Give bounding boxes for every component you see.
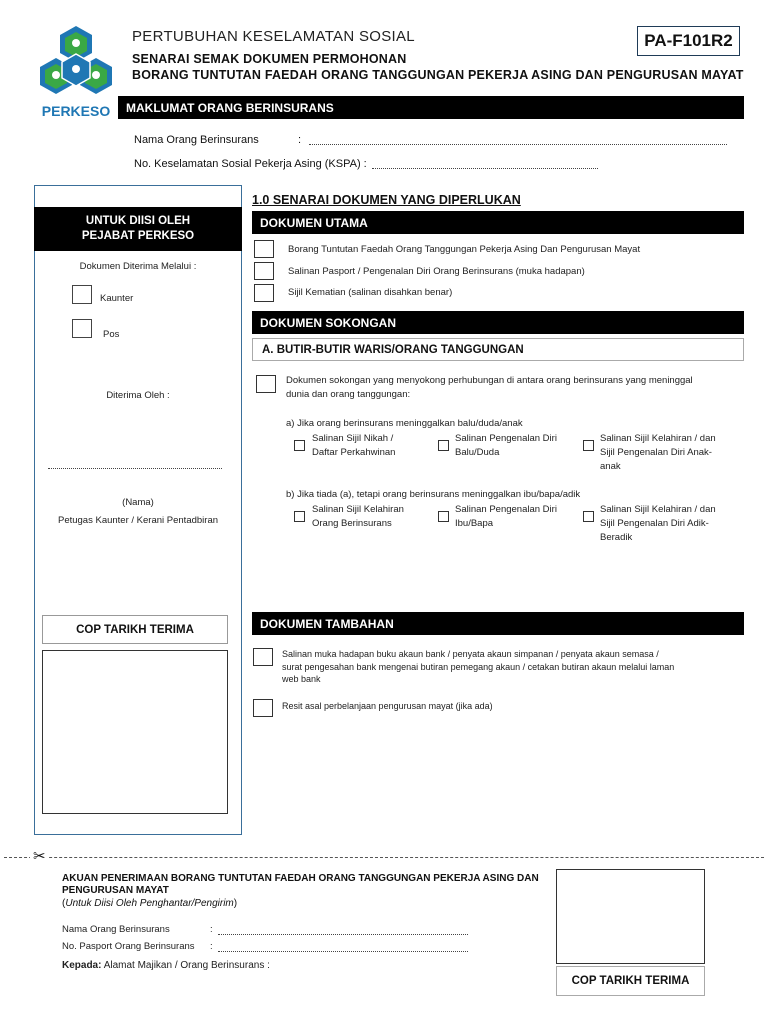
case-a-option-1-checkbox[interactable] — [294, 440, 305, 451]
ack-stamp-box[interactable] — [556, 869, 705, 964]
case-b-option-3-line3: Beradik — [600, 532, 633, 543]
case-b-option-1-line1: Salinan Sijil Kelahiran — [312, 504, 404, 515]
ack-kepada-label: Kepada: — [62, 960, 102, 971]
ack-pasport-field[interactable] — [218, 942, 468, 952]
case-a-option-3-line3: anak — [600, 461, 621, 472]
maklumat-section-header: MAKLUMAT ORANG BERINSURANS — [118, 96, 744, 119]
case-b-option-3 — [600, 503, 716, 545]
ack-subtitle-open: ( — [62, 898, 66, 909]
case-b-option-2-line1: Salinan Pengenalan Diri — [455, 504, 557, 515]
utama-checkbox-2[interactable] — [254, 262, 274, 280]
organization-name: PERTUBUHAN KESELAMATAN SOSIAL — [132, 28, 415, 45]
tambahan-item-1-line1: Salinan muka hadapan buku akaun bank / penyata akaun simpanan / penyata akaun semasa / — [282, 649, 659, 659]
dokumen-sokongan-header: DOKUMEN SOKONGAN — [252, 311, 744, 334]
case-b-option-2 — [455, 503, 557, 531]
case-a-option-2-line1: Salinan Pengenalan Diri — [455, 433, 557, 444]
case-b-option-3-checkbox[interactable] — [583, 511, 594, 522]
dokumen-tambahan-header: DOKUMEN TAMBAHAN — [252, 612, 744, 635]
sokongan-desc-line2: dunia dan orang tanggungan: — [286, 389, 411, 400]
ack-nama-colon: : — [210, 924, 213, 935]
tambahan-item-1-line2: surat pengesahan bank mengenai butiran pemegang akaun / cetakan butiran akaun melalui laman — [282, 661, 675, 672]
case-b-option-2-line2: Ibu/Bapa — [455, 518, 494, 529]
utama-checkbox-1[interactable] — [254, 240, 274, 258]
ack-pasport-colon: : — [210, 941, 213, 952]
case-b-option-2-checkbox[interactable] — [438, 511, 449, 522]
ack-subtitle-italic: Untuk Diisi Oleh Penghantar/Pengirim — [65, 898, 234, 909]
utama-item-2: Salinan Pasport / Pengenalan Diri Orang Berinsurans (muka hadapan) — [288, 266, 585, 277]
utama-checkbox-3[interactable] — [254, 284, 274, 302]
perkeso-wordmark: PERKESO — [41, 103, 111, 119]
ack-pasport-label: No. Pasport Orang Berinsurans — [62, 941, 195, 952]
sokongan-checkbox[interactable] — [256, 375, 276, 393]
cut-line — [4, 857, 764, 858]
office-use-header — [34, 207, 242, 251]
office-title-line1: UNTUK DIISI OLEH — [85, 215, 191, 227]
case-b-option-1-line2: Orang Berinsurans — [312, 518, 392, 529]
case-a-option-2 — [455, 432, 557, 460]
case-b-option-1-checkbox[interactable] — [294, 511, 305, 522]
tambahan-item-2: Resit asal perbelanjaan pengurusan mayat (jika ada) — [282, 701, 493, 711]
ack-title-line1: AKUAN PENERIMAAN BORANG TUNTUTAN FAEDAH ORANG TANGGUNGAN PEKERJA ASING DAN — [62, 873, 539, 884]
form-title: BORANG TUNTUTAN FAEDAH ORANG TANGGUNGAN PEKERJA ASING DAN PENGURUSAN MAYAT — [132, 68, 744, 82]
ack-nama-field[interactable] — [218, 925, 468, 935]
case-a-option-1 — [312, 432, 395, 460]
scissors-icon: ✂ — [30, 847, 49, 865]
case-a-label: a) Jika orang berinsurans meninggalkan balu/duda/anak — [286, 418, 523, 429]
case-b-label: b) Jika tiada (a), tetapi orang berinsurans meninggalkan ibu/bapa/adik — [286, 489, 581, 500]
pos-checkbox[interactable] — [72, 319, 92, 338]
pos-label: Pos — [103, 329, 120, 340]
case-a-option-2-line2: Balu/Duda — [455, 447, 500, 458]
kaunter-label: Kaunter — [100, 293, 134, 304]
tambahan-checkbox-1[interactable] — [253, 648, 273, 666]
kspa-label: No. Keselamatan Sosial Pekerja Asing (KSPA) : — [134, 158, 367, 170]
office-stamp-box[interactable] — [42, 650, 228, 814]
case-b-option-3-line1: Salinan Sijil Kelahiran / dan — [600, 504, 716, 515]
ack-nama-label: Nama Orang Berinsurans — [62, 924, 170, 935]
received-by-label: Diterima Oleh : — [106, 390, 170, 401]
document-list-title: 1.0 SENARAI DOKUMEN YANG DIPERLUKAN — [252, 193, 521, 207]
nama-field[interactable] — [309, 135, 727, 145]
section-a-header: A. BUTIR-BUTIR WARIS/ORANG TANGGUNGAN — [252, 338, 744, 361]
acknowledgement-title — [62, 873, 552, 897]
case-b-option-3-line2: Sijil Pengenalan Diri Adik- — [600, 518, 709, 529]
ack-title-line2: PENGURUSAN MAYAT — [62, 885, 169, 896]
nama-colon: : — [298, 134, 302, 146]
case-a-option-3 — [600, 432, 716, 474]
case-b-option-1 — [312, 503, 404, 531]
utama-item-1: Borang Tuntutan Faedah Orang Tanggungan Pekerja Asing Dan Pengurusan Mayat — [288, 244, 641, 255]
tambahan-item-1 — [282, 648, 674, 686]
office-title-line2: PEJABAT PERKESO — [81, 230, 195, 242]
ack-subtitle-close: ) — [233, 898, 238, 909]
case-a-option-1-line2: Daftar Perkahwinan — [312, 447, 396, 458]
case-a-option-3-line2: Sijil Pengenalan Diri Anak- — [600, 447, 712, 458]
nama-label: Nama Orang Berinsurans — [134, 134, 259, 146]
officer-title-label: Petugas Kaunter / Kerani Pentadbiran — [57, 515, 219, 526]
kspa-field[interactable] — [372, 159, 598, 169]
kaunter-checkbox[interactable] — [72, 285, 92, 304]
sokongan-desc-line1: Dokumen sokongan yang menyokong perhubungan di antara orang berinsurans yang meninggal — [286, 375, 693, 386]
case-a-option-1-line1: Salinan Sijil Nikah / — [312, 433, 394, 444]
ack-kepada-row — [62, 960, 270, 971]
received-via-label: Dokumen Diterima Melalui : — [79, 261, 197, 272]
office-stamp-label: COP TARIKH TERIMA — [42, 615, 228, 644]
case-a-option-2-checkbox[interactable] — [438, 440, 449, 451]
case-a-option-3-line1: Salinan Sijil Kelahiran / dan — [600, 433, 716, 444]
tambahan-checkbox-2[interactable] — [253, 699, 273, 717]
dokumen-utama-header: DOKUMEN UTAMA — [252, 211, 744, 234]
ack-stamp-label: COP TARIKH TERIMA — [556, 966, 705, 996]
acknowledgement-subtitle — [62, 898, 237, 909]
form-subtitle: SENARAI SEMAK DOKUMEN PERMOHONAN — [132, 52, 407, 66]
form-code: PA-F101R2 — [637, 26, 740, 56]
officer-name-label: (Nama) — [122, 497, 154, 508]
case-a-option-3-checkbox[interactable] — [583, 440, 594, 451]
ack-kepada-text: Alamat Majikan / Orang Berinsurans : — [103, 960, 270, 971]
utama-item-3: Sijil Kematian (salinan disahkan benar) — [288, 287, 453, 298]
tambahan-item-1-line3: web bank — [282, 674, 321, 684]
officer-signature-line[interactable] — [48, 459, 222, 469]
perkeso-logo — [38, 24, 114, 120]
